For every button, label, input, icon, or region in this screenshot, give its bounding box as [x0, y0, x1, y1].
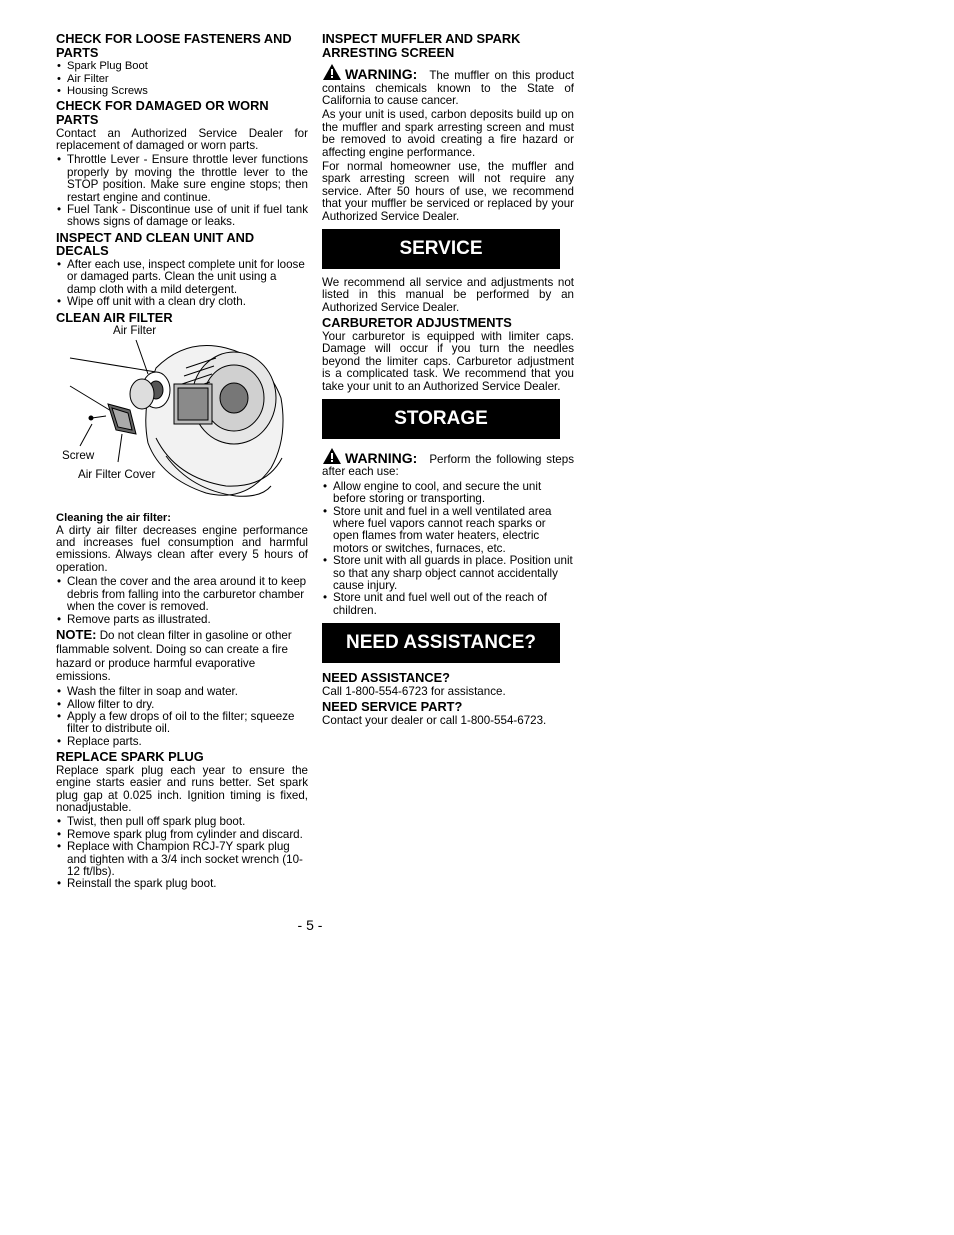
carburetor-text: Your carburetor is equipped with limiter caps. Damage will occur if you turn the needles beyond the limiter caps. Carburetor adjustment is a complicated task. We recommend that you take your unit to an Authorized Service Dealer. [322, 329, 574, 393]
list-item: • Twist, then pull off spark plug boot. [56, 816, 308, 828]
note-text: Do not clean filter in gasoline or other flammable solvent. Doing so can create a fire hazard or produce harmful evaporative emissions. [56, 628, 292, 684]
list-item: • Clean the cover and the area around it to keep debris from falling into the carburetor chamber when the cover is removed. [56, 576, 308, 613]
muffler-paragraph-1: As your unit is used, carbon deposits build up on the muffler and spark arresting screen and must be removed to avoid creating a fire hazard or affecting engine performance. [322, 108, 574, 159]
damaged-parts-heading: CHECK FOR DAMAGED OR WORN PARTS [56, 98, 269, 127]
cleaning-air-filter-subhead: Cleaning the air filter: [56, 512, 171, 525]
muffler-warning-text: The muffler on this product contains chemicals known to the State of California to cause cancer. [322, 69, 574, 107]
list-item: • Reinstall the spark plug boot. [56, 878, 308, 890]
list-item: • Fuel Tank - Discontinue use of unit if fuel tank shows signs of damage or leaks. [56, 204, 308, 229]
list-item: • Replace parts. [56, 736, 308, 748]
list-item: • Store unit with all guards in place. Position unit so that any sharp object cannot accidentally cause injury. [322, 555, 574, 592]
warning-triangle-icon [322, 63, 342, 81]
muffler-heading: INSPECT MUFFLER AND SPARK ARRESTING SCREEN [322, 31, 521, 60]
warning-label: WARNING: [345, 449, 418, 466]
list-item: • Air Filter [56, 73, 308, 85]
air-filter-label: Air Filter [113, 324, 157, 338]
list-item: • Spark Plug Boot [56, 60, 308, 72]
list-item: • Wipe off unit with a clean dry cloth. [56, 296, 308, 308]
list-item: • Store unit and fuel in a well ventilated area where fuel vapors cannot reach sparks or open flames from water heaters, electric motors or switches, furnaces, etc. [322, 506, 574, 556]
list-item: • Store unit and fuel well out of the reach of children. [322, 592, 574, 617]
need-assistance-heading: NEED ASSISTANCE? [322, 670, 450, 686]
spark-plug-list [56, 816, 308, 890]
replace-spark-plug-heading: REPLACE SPARK PLUG [56, 749, 204, 765]
damaged-parts-list [56, 154, 308, 228]
cleaning-list [56, 576, 308, 626]
inspect-clean-heading: INSPECT AND CLEAN UNIT AND DECALS [56, 229, 255, 259]
list-item: • Remove spark plug from cylinder and discard. [56, 829, 308, 841]
warning-label: WARNING: [345, 66, 418, 83]
list-item: • Wash the filter in soap and water. [56, 686, 308, 698]
page-number: - 5 - [297, 917, 323, 933]
storage-warning [322, 447, 574, 479]
storage-warning-text: Perform the following steps after each use: [322, 452, 574, 479]
muffler-paragraph-2: For normal homeowner use, the muffler and spark arresting screen will not require any service. After 50 hours of use, we recommend that your muffler be serviced or replaced by your Authorized Service Dealer. [322, 160, 574, 223]
inspect-clean-list [56, 259, 308, 309]
air-filter-illustration [56, 324, 308, 506]
loose-fasteners-heading: CHECK FOR LOOSE FASTENERS AND PARTS [56, 31, 292, 60]
list-item: • Apply a few drops of oil to the filter; squeeze filter to distribute oil. [56, 711, 308, 736]
list-item: • Allow filter to dry. [56, 699, 308, 711]
spark-plug-text: Replace spark plug each year to ensure the engine starts easier and runs better. Set spark plug gap at 0.025 inch. Ignition timing is fixed, nonadjustable. [56, 763, 308, 814]
note-paragraph [56, 628, 308, 684]
need-service-part-text: Contact your dealer or call 1-800-554-6723. [322, 713, 547, 727]
screw-label: Screw [62, 449, 95, 463]
list-item: • Housing Screws [56, 85, 308, 97]
loose-fasteners-list [56, 60, 308, 97]
list-item: • Remove parts as illustrated. [56, 614, 308, 626]
muffler-warning [322, 63, 574, 107]
damaged-parts-intro: Contact an Authorized Service Dealer for replacement of damaged or worn parts. [56, 126, 308, 152]
storage-list [322, 481, 574, 617]
air-filter-cover-label: Air Filter Cover [78, 468, 156, 482]
list-item: • Allow engine to cool, and secure the unit before storing or transporting. [322, 481, 574, 506]
need-service-part-heading: NEED SERVICE PART? [322, 699, 463, 715]
warning-triangle-icon [322, 447, 342, 465]
right-column [322, 32, 574, 729]
service-banner: SERVICE [322, 229, 560, 269]
carburetor-heading: CARBURETOR ADJUSTMENTS [322, 315, 512, 331]
clean-air-filter-heading: CLEAN AIR FILTER [56, 309, 173, 325]
need-assistance-banner: NEED ASSISTANCE? [322, 623, 560, 663]
storage-banner: STORAGE [322, 399, 560, 439]
need-assistance-text: Call 1-800-554-6723 for assistance. [322, 684, 506, 698]
left-column [56, 32, 308, 893]
list-item: • Throttle Lever - Ensure throttle lever functions properly by moving the throttle lever to the STOP position. Make sure engine stops; then restart engine and continue. [56, 154, 308, 204]
service-text: We recommend all service and adjustments not listed in this manual be performed by an Authorized Service Dealer. [322, 276, 574, 314]
note-label: NOTE: [56, 626, 97, 642]
list-item: • After each use, inspect complete unit for loose or damaged parts. Clean the unit using a damp cloth with a mild detergent. [56, 259, 308, 296]
filter-steps-list [56, 686, 308, 748]
list-item: • Replace with Champion RCJ-7Y spark plug and tighten with a 3/4 inch socket wrench (10-12 ft/lbs). [56, 841, 308, 878]
cleaning-text: A dirty air filter decreases engine performance and increases fuel consumption and harmful emissions. Always clean after every 5 hours of operation. [56, 523, 308, 574]
